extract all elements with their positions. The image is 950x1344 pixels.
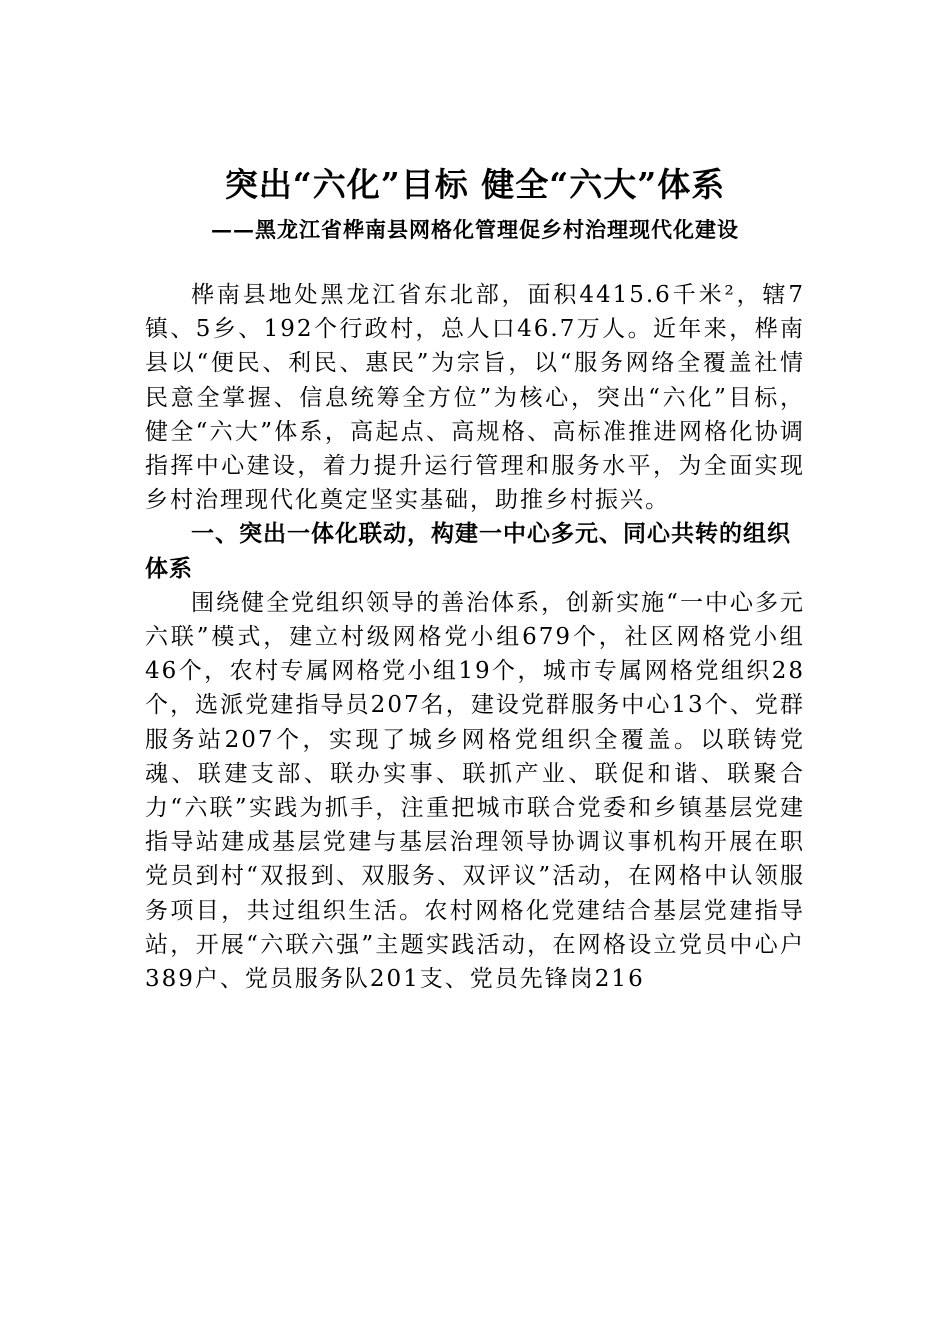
section-1-heading: 一、突出一体化联动，构建一中心多元、同心共转的组织体系: [145, 521, 791, 582]
document-body: [145, 160, 805, 996]
document-title: 突出“六化”目标 健全“六大”体系: [224, 165, 726, 204]
section-1-paragraph: 围绕健全党组织领导的善治体系，创新实施“一中心多元六联”模式，建立村级网格党小组679个，社区网格党小组46个，农村专属网格党小组19个，城市专属网格党组织28个，选派党建指导员207名，建设党群服务中心13个、党群服务站207个，实现了城乡网格党组织全覆盖。以联铸党魂、联建支部、联办实事、联抓产业、联促和谐、联聚合力“六联”实践为抓手，注重把城市联合党委和乡镇基层党建指导站建成基层党建与基层治理领导协调议事机构开展在职党员到村“双报到、双服务、双评议”活动，在网格中认领服务项目，共过组织生活。农村网格化党建结合基层党建指导站，开展“六联六强”主题实践活动，在网格设立党员中心户389户、党员服务队201支、党员先锋岗216: [145, 589, 805, 993]
intro-paragraph: 桦南县地处黑龙江省东北部，面积4415.6千米²，辖7镇、5乡、192个行政村，总人口46.7万人。近年来，桦南县以“便民、利民、惠民”为宗旨，以“服务网络全覆盖社情民意全掌握、信息统筹全方位”为核心，突出“六化”目标，健全“六大”体系，高起点、高规格、高标准推进网格化协调指挥中心建设，着力提升运行管理和服务水平，为全面实现乡村治理现代化奠定坚实基础，助推乡村振兴。: [145, 282, 805, 514]
document-subtitle: ——黑龙江省桦南县网格化管理促乡村治理现代化建设: [211, 217, 739, 242]
